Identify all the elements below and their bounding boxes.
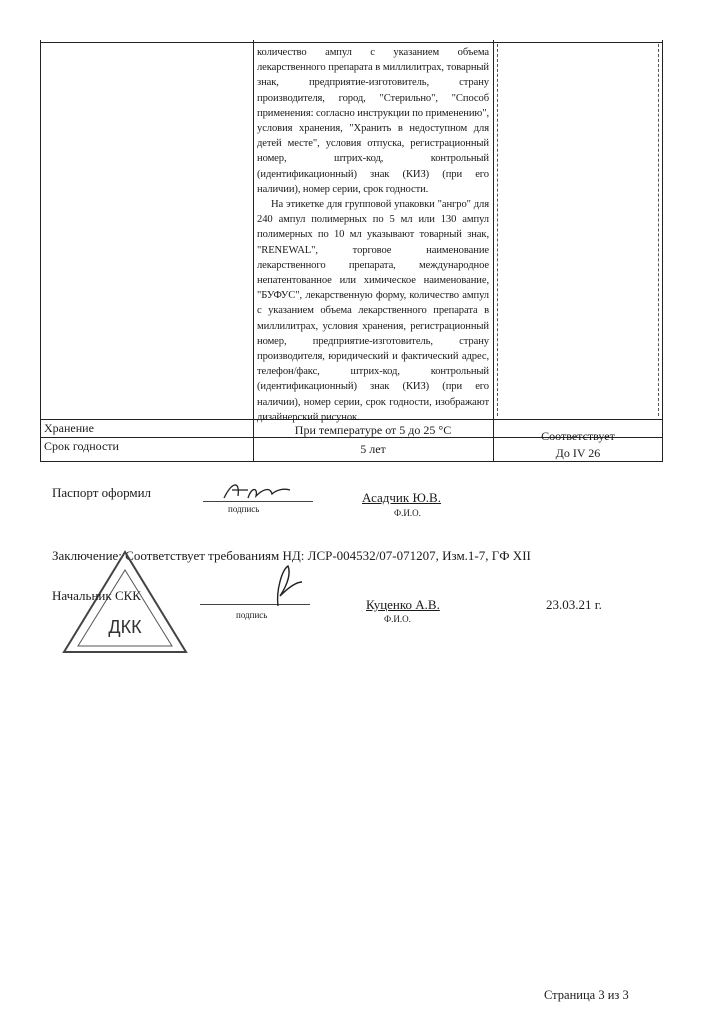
- passport-signature: [218, 478, 298, 506]
- row-requirement-shelf-life: 5 лет: [360, 442, 386, 456]
- row-label-shelf-life: Срок годности: [44, 439, 119, 453]
- table-border-right: [662, 40, 663, 462]
- passport-name: Асадчик Ю.В.: [362, 490, 441, 505]
- row-requirement-storage: При температуре от 5 до 25 °С: [294, 423, 452, 437]
- row-result-storage: Соответствует: [541, 429, 615, 443]
- head-signature: [258, 560, 306, 612]
- head-label: Начальник СКК: [52, 588, 141, 603]
- passport-signature-caption: подпись: [228, 504, 260, 514]
- stamp-text: ДКК: [108, 617, 142, 637]
- head-date: 23.03.21 г.: [546, 597, 602, 612]
- head-name-caption: Ф.И.О.: [384, 614, 411, 624]
- dkk-stamp: [60, 548, 190, 660]
- table-column-divider-2: [493, 40, 494, 462]
- table-border-top: [40, 42, 663, 43]
- row-label-storage: Хранение: [44, 421, 94, 435]
- spec-text: [257, 45, 489, 425]
- table-column-divider-1: [253, 40, 254, 462]
- passport-name-caption: Ф.И.О.: [394, 508, 421, 518]
- row-result-shelf-life: До IV 26: [555, 446, 601, 460]
- head-signature-caption: подпись: [236, 610, 268, 620]
- page-number: Страница 3 из 3: [544, 988, 629, 1002]
- conclusion-text: Заключение: Соответствует требованиям НД: ЛСР-004532/07-071207, Изм.1-7, ГФ XII: [52, 548, 531, 563]
- table-border-bottom: [40, 461, 663, 462]
- table-inner-divider: [497, 44, 498, 416]
- spec-paragraph: На этикетке для групповой упаковки "ангро" для 240 ампул полимерных по 5 мл или 130 ампул полимерных по 10 мл указывают товарный знак, "RENEWAL", торговое наименование лекарственного препарата, международное непатентованное или химическое наименование, "БУФУС", лекарственную форму, количество ампул с указанием объема лекарственного препарата в миллилитрах, условия хранения, регистрационный номер, предприятие-изготовитель, страну производителя, юридический и фактический адрес, телефон/факс, штрих-код, контрольный (идентификационный) знак (КИЗ) (при его наличии), номер серии, срок годности, изображают дизайнерский рисунок.: [257, 199, 489, 423]
- passport-label: Паспорт оформил: [52, 485, 152, 500]
- table-inner-divider: [658, 44, 659, 416]
- spec-paragraph: количество ампул с указанием объема лекарственного препарата в миллилитрах, товарный знак, предприятие-изготовитель, страну производителя, город, "Стерильно", "Способ применения: согласно инструкции по применению", условия хранения, "Хранить в недоступном для детей месте", условия отпуска, регистрационный номер, штрих-код, контрольный (идентификационный) знак (КИЗ) (при его наличии), номер серии, срок годности.: [257, 47, 489, 195]
- table-border-left: [40, 40, 41, 462]
- head-name: Куценко А.В.: [366, 597, 440, 612]
